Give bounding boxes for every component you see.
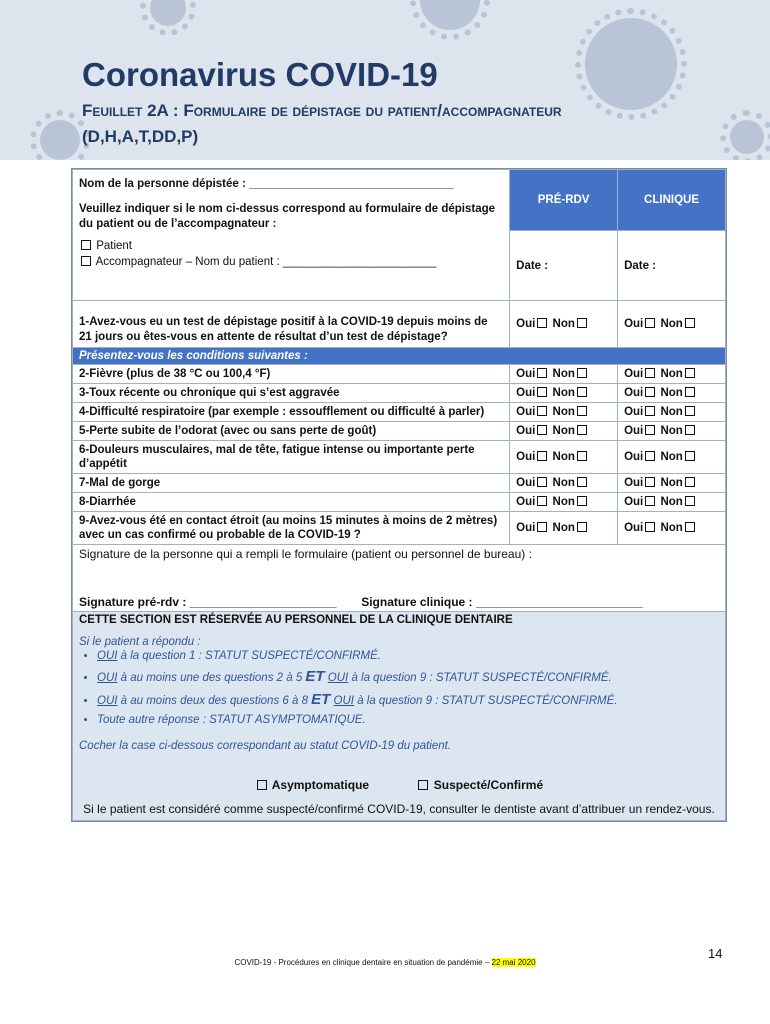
et-text: ET xyxy=(305,668,325,685)
checkbox-icon[interactable] xyxy=(645,387,655,397)
checkbox-icon[interactable] xyxy=(577,318,587,328)
checkbox-icon[interactable] xyxy=(537,425,547,435)
checkbox-icon[interactable] xyxy=(645,496,655,506)
checkbox-icon[interactable] xyxy=(685,522,695,532)
question-row xyxy=(73,474,726,493)
checkbox-icon[interactable] xyxy=(537,368,547,378)
question-row xyxy=(73,493,726,512)
yes-label: Oui xyxy=(624,522,644,534)
answer-prerdv[interactable] xyxy=(510,365,618,384)
question-text: 8-Diarrhée xyxy=(73,493,510,512)
no-label: Non xyxy=(552,451,575,463)
answer-clinique[interactable] xyxy=(618,441,726,474)
page-title: Coronavirus COVID-19 xyxy=(82,56,438,93)
checkbox-icon[interactable] xyxy=(537,406,547,416)
answer-clinique[interactable] xyxy=(618,493,726,512)
question-text: 2-Fièvre (plus de 38 °C ou 100,4 °F) xyxy=(73,365,510,384)
option-label: Asymptomatique xyxy=(271,778,370,792)
checkbox-icon[interactable] xyxy=(685,425,695,435)
question-text: 3-Toux récente ou chronique qui s’est aggravée xyxy=(73,384,510,403)
rule-text: à au moins une des questions 2 à 5 xyxy=(117,672,306,684)
option-label: Suspecté/Confirmé xyxy=(433,778,544,792)
date-prerdv[interactable] xyxy=(510,231,618,301)
checkbox-icon[interactable] xyxy=(257,780,267,790)
date-label: Date : xyxy=(624,259,657,272)
no-label: Non xyxy=(552,406,575,418)
virus-illustration-icon xyxy=(730,120,764,154)
answer-clinique[interactable] xyxy=(618,512,726,545)
oui-text: OUI xyxy=(97,695,118,707)
yes-label: Oui xyxy=(624,368,644,380)
yes-label: Oui xyxy=(516,406,536,418)
checkbox-icon[interactable] xyxy=(537,477,547,487)
yes-label: Oui xyxy=(516,477,536,489)
staff-if-answered: Si le patient a répondu : xyxy=(79,636,201,648)
no-label: Non xyxy=(552,477,575,489)
no-label: Non xyxy=(552,318,575,330)
checkbox-icon[interactable] xyxy=(645,477,655,487)
rule-text: à la question 1 : STATUT SUSPECTÉ/CONFIRMÉ. xyxy=(117,650,381,662)
answer-prerdv[interactable] xyxy=(510,512,618,545)
question-text: 7-Mal de gorge xyxy=(73,474,510,493)
yes-label: Oui xyxy=(624,425,644,437)
companion-option-label: Accompagnateur – Nom du patient : ________________________ xyxy=(95,256,437,268)
no-label: Non xyxy=(552,387,575,399)
footer-date: 22 mai 2020 xyxy=(491,958,536,967)
page-footer xyxy=(0,958,770,967)
status-choices xyxy=(79,778,719,792)
checkbox-icon[interactable] xyxy=(685,318,695,328)
answer-prerdv[interactable] xyxy=(510,422,618,441)
yes-label: Oui xyxy=(516,425,536,437)
yes-label: Oui xyxy=(624,387,644,399)
yes-label: Oui xyxy=(624,496,644,508)
signature-lines xyxy=(79,595,719,609)
patient-option-label: Patient xyxy=(96,240,133,252)
virus-illustration-icon xyxy=(420,0,480,30)
page-subtitle xyxy=(82,98,722,150)
question-text: 5-Perte subite de l’odorat (avec ou sans perte de goût) xyxy=(73,422,510,441)
checkbox-icon[interactable] xyxy=(537,496,547,506)
no-label: Non xyxy=(660,387,683,399)
checkbox-icon[interactable] xyxy=(645,522,655,532)
subtitle-line: Feuillet 2A : Formulaire de dépistage du patient/accompagnateur xyxy=(82,101,562,120)
answer-prerdv[interactable] xyxy=(510,441,618,474)
answer-clinique[interactable] xyxy=(618,422,726,441)
no-label: Non xyxy=(552,522,575,534)
checkbox-icon[interactable] xyxy=(685,387,695,397)
col-header-prerdv: PRÉ-RDV xyxy=(510,170,618,231)
indicate-text: Veuillez indiquer si le nom ci-dessus correspond au formulaire de dépistage du patient ou de l’accompagnateur : xyxy=(79,203,496,230)
oui-text: OUI xyxy=(327,672,349,684)
question-text: 6-Douleurs musculaires, mal de tête, fatigue intense ou importante perte d’appétit xyxy=(73,441,510,474)
checkbox-icon[interactable] xyxy=(645,425,655,435)
checkbox-icon[interactable] xyxy=(577,522,587,532)
staff-section xyxy=(73,612,726,821)
staff-rules xyxy=(79,650,719,726)
checkbox-icon[interactable] xyxy=(577,368,587,378)
rule-4: • Toute autre réponse : STATUT ASYMPTOMATIQUE. xyxy=(97,714,719,726)
answer-clinique[interactable] xyxy=(618,365,726,384)
yes-label: Oui xyxy=(624,451,644,463)
question-row xyxy=(73,384,726,403)
answer-prerdv[interactable] xyxy=(510,403,618,422)
question-row xyxy=(73,365,726,384)
page-number: 14 xyxy=(708,946,723,961)
answer-prerdv[interactable] xyxy=(510,301,618,348)
yes-label: Oui xyxy=(516,318,536,330)
et-text: ET xyxy=(311,691,331,708)
signature-intro: Signature de la personne qui a rempli le formulaire (patient ou personnel de bureau) : xyxy=(79,547,532,561)
oui-text: OUI xyxy=(97,650,118,662)
footer-text: COVID-19 - Procédures en clinique dentaire en situation de pandémie – xyxy=(234,958,492,967)
question-text: 9-Avez-vous été en contact étroit (au moins 15 minutes à moins de 2 mètres) avec un cas confirmé ou probable de la COVID-19 ? xyxy=(73,512,510,545)
rule-text: à la question 9 : STATUT SUSPECTÉ/CONFIRMÉ. xyxy=(348,672,612,684)
no-label: Non xyxy=(660,477,683,489)
question-row xyxy=(73,512,726,545)
no-label: Non xyxy=(660,425,683,437)
question-1: 1-Avez-vous eu un test de dépistage positif à la COVID-19 depuis moins de 21 jours ou êtes-vous en attente de résultat d’un test de dépistage? xyxy=(73,301,510,348)
date-label: Date : xyxy=(516,259,549,272)
name-field[interactable]: Nom de la personne dépistée : ________________________________ xyxy=(79,178,454,190)
checkbox-icon[interactable] xyxy=(537,318,547,328)
answer-prerdv[interactable] xyxy=(510,384,618,403)
no-label: Non xyxy=(552,368,575,380)
checkbox-icon[interactable] xyxy=(685,406,695,416)
yes-label: Oui xyxy=(516,387,536,399)
no-label: Non xyxy=(660,496,683,508)
yes-label: Oui xyxy=(516,496,536,508)
rule-text: à la question 9 : STATUT SUSPECTÉ/CONFIRMÉ. xyxy=(354,695,618,707)
checkbox-icon[interactable] xyxy=(685,496,695,506)
identity-cell xyxy=(73,170,510,301)
final-note: Si le patient est considéré comme suspecté/confirmé COVID-19, consulter le dentiste avant d’attribuer un rendez-vous. xyxy=(83,802,715,816)
answer-clinique[interactable] xyxy=(618,301,726,348)
checkbox-icon[interactable] xyxy=(577,387,587,397)
checkbox-icon[interactable] xyxy=(645,451,655,461)
checkbox-icon[interactable] xyxy=(577,496,587,506)
no-label: Non xyxy=(660,522,683,534)
checkbox-icon[interactable] xyxy=(685,477,695,487)
checkbox-icon[interactable] xyxy=(685,451,695,461)
staff-heading: CETTE SECTION EST RÉSERVÉE AU PERSONNEL DE LA CLINIQUE DENTAIRE xyxy=(79,614,513,626)
screening-form xyxy=(71,168,727,822)
option-asymptomatique[interactable] xyxy=(255,778,369,792)
checkbox-icon[interactable] xyxy=(685,368,695,378)
rule-2 xyxy=(97,668,719,685)
checkbox-icon[interactable] xyxy=(645,318,655,328)
checkbox-icon[interactable] xyxy=(577,451,587,461)
oui-text: OUI xyxy=(97,672,118,684)
patient-option[interactable] xyxy=(79,240,503,252)
virus-illustration-icon xyxy=(585,18,677,110)
answer-prerdv[interactable] xyxy=(510,474,618,493)
signature-section xyxy=(73,545,726,612)
checkbox-icon[interactable] xyxy=(577,406,587,416)
yes-label: Oui xyxy=(516,368,536,380)
no-label: Non xyxy=(552,425,575,437)
checkbox-icon[interactable] xyxy=(537,522,547,532)
checkbox-icon[interactable] xyxy=(577,477,587,487)
option-suspecte[interactable] xyxy=(416,778,543,792)
answer-clinique[interactable] xyxy=(618,474,726,493)
checkbox-icon[interactable] xyxy=(577,425,587,435)
check-instruction: Cocher la case ci-dessous correspondant au statut COVID-19 du patient. xyxy=(79,740,452,752)
col-header-clinique: CLINIQUE xyxy=(618,170,726,231)
no-label: Non xyxy=(660,451,683,463)
checkbox-icon[interactable] xyxy=(81,240,91,250)
no-label: Non xyxy=(660,368,683,380)
checkbox-icon[interactable] xyxy=(645,368,655,378)
date-clinique[interactable] xyxy=(618,231,726,301)
oui-text: OUI xyxy=(333,695,354,707)
no-label: Non xyxy=(660,318,683,330)
virus-illustration-icon xyxy=(40,120,80,160)
companion-option[interactable] xyxy=(79,256,503,268)
answer-clinique[interactable] xyxy=(618,384,726,403)
checkbox-icon[interactable] xyxy=(537,387,547,397)
signature-clinique[interactable]: Signature clinique : _________________________ xyxy=(361,595,643,609)
checkbox-icon[interactable] xyxy=(418,780,428,790)
question-row xyxy=(73,441,726,474)
subtitle-line: (D,H,A,T,DD,P) xyxy=(82,127,199,146)
rule-1 xyxy=(97,650,719,662)
checkbox-icon[interactable] xyxy=(537,451,547,461)
question-row xyxy=(73,403,726,422)
checkbox-icon[interactable] xyxy=(645,406,655,416)
answer-clinique[interactable] xyxy=(618,403,726,422)
yes-label: Oui xyxy=(624,477,644,489)
yes-label: Oui xyxy=(516,451,536,463)
question-row xyxy=(73,422,726,441)
question-text: 4-Difficulté respiratoire (par exemple : essoufflement ou difficulté à parler) xyxy=(73,403,510,422)
no-label: Non xyxy=(552,496,575,508)
conditions-band: Présentez-vous les conditions suivantes : xyxy=(73,348,726,365)
rule-text: à au moins deux des questions 6 à 8 xyxy=(117,695,312,707)
signature-prerdv[interactable]: Signature pré-rdv : ______________________ xyxy=(79,595,337,609)
answer-prerdv[interactable] xyxy=(510,493,618,512)
yes-label: Oui xyxy=(624,406,644,418)
virus-illustration-icon xyxy=(150,0,186,26)
yes-label: Oui xyxy=(624,318,644,330)
yes-label: Oui xyxy=(516,522,536,534)
no-label: Non xyxy=(660,406,683,418)
rule-3 xyxy=(97,691,719,708)
header-banner xyxy=(0,0,770,160)
checkbox-icon[interactable] xyxy=(81,256,91,266)
